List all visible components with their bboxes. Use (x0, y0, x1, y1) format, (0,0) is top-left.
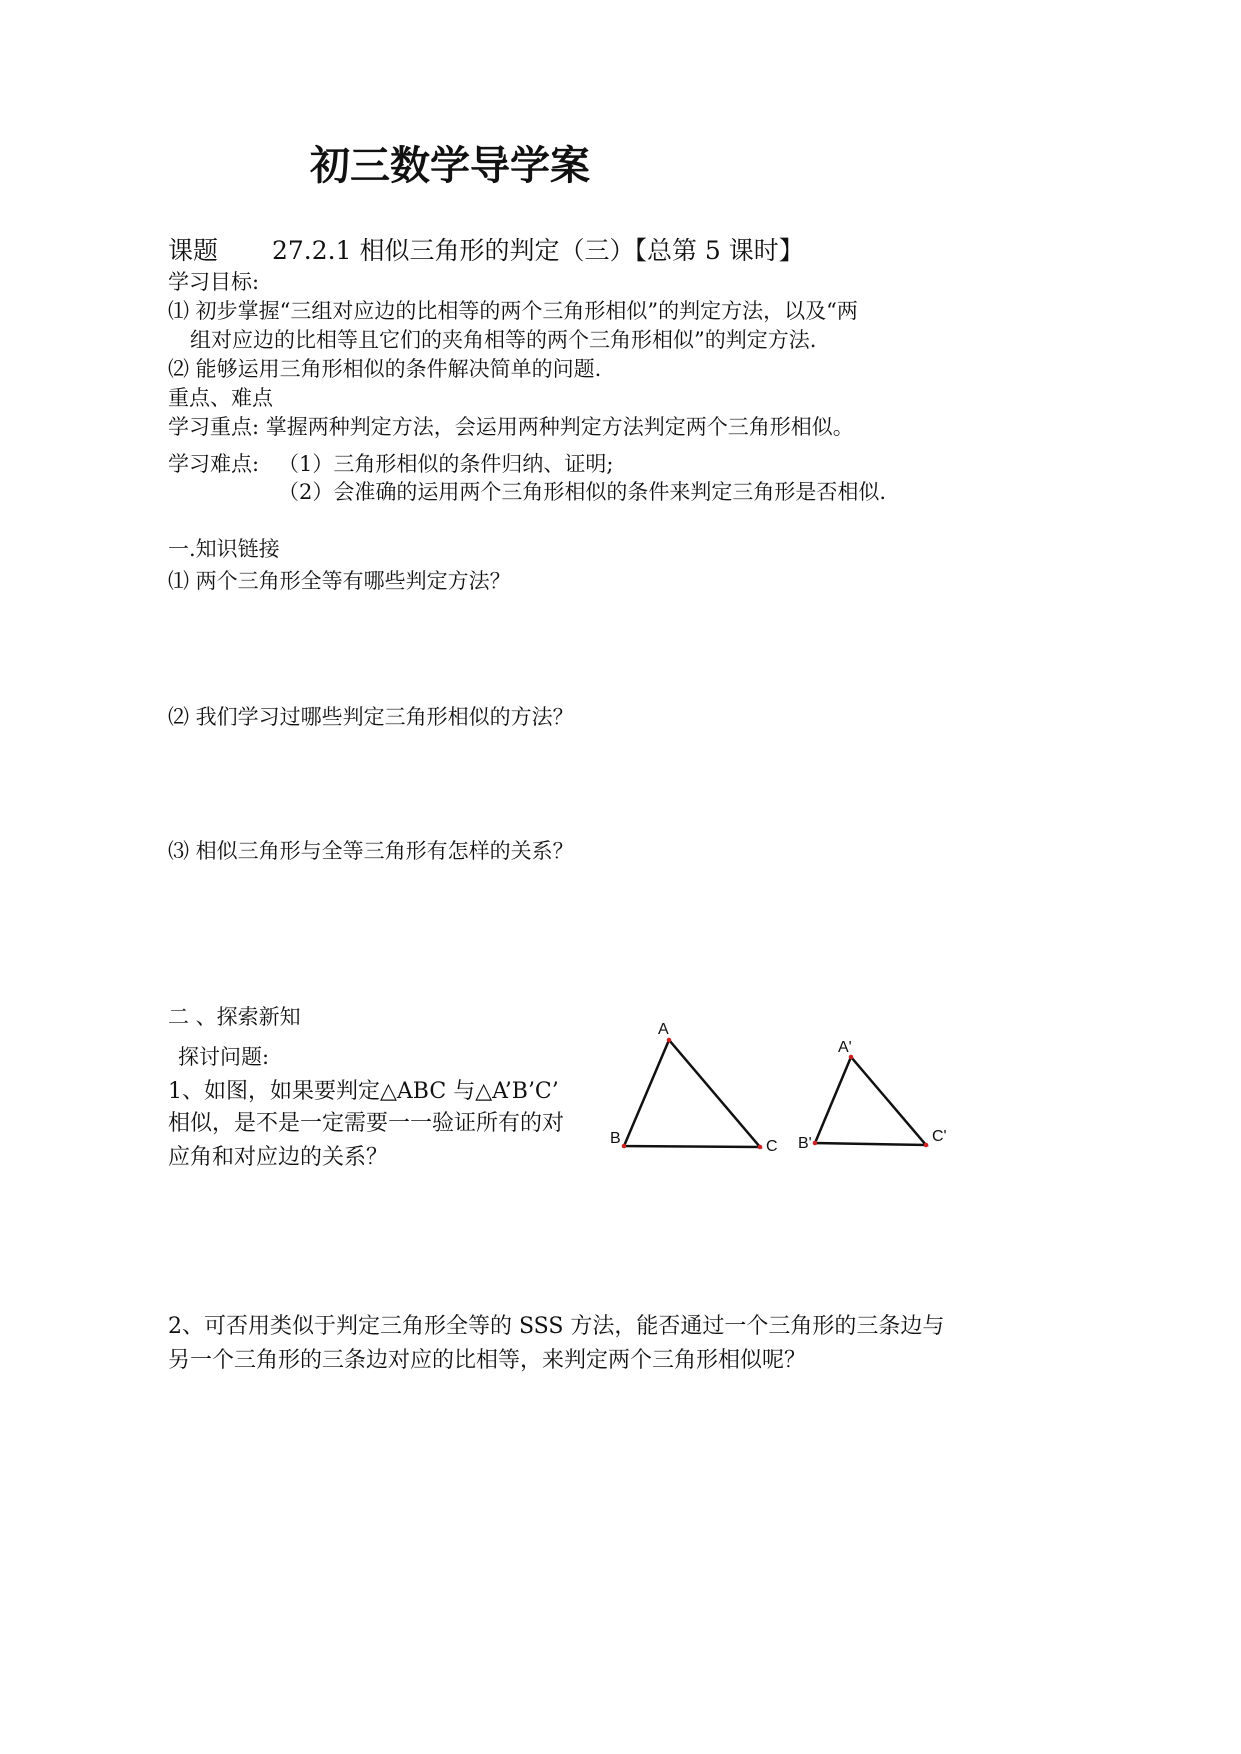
page-title: 初三数学导学案 (310, 143, 590, 189)
triangle-prime-shape (815, 1057, 926, 1145)
section2-subheading: 探讨问题: (178, 1045, 270, 1069)
key-points-heading: 重点、难点 (168, 386, 273, 410)
section1-question-3: ⑶ 相似三角形与全等三角形有怎样的关系？ (168, 839, 574, 863)
difficulty-2: （2）会准确的运用两个三角形相似的条件来判定三角形是否相似. (278, 480, 887, 504)
objective-1-line-2: 组对应边的比相等且它们的夹角相等的两个三角形相似”的判定方法. (190, 328, 817, 352)
section1-heading: 一.知识链接 (168, 537, 280, 561)
lesson-topic: 27.2.1 相似三角形的判定（三）【总第 5 课时】 (272, 236, 804, 265)
section2-heading: 二 、探索新知 (168, 1005, 301, 1029)
vertex-c-prime-dot (924, 1143, 929, 1148)
vertex-b-prime-dot (813, 1141, 818, 1146)
key-focus: 学习重点: 掌握两种判定方法，会运用两种判定方法判定两个三角形相似。 (168, 415, 854, 439)
vertex-b-label: B (610, 1130, 621, 1147)
vertex-a-dot (667, 1038, 672, 1043)
vertex-a-label: A (658, 1021, 669, 1038)
problem-1-line-3: 应角和对应边的关系？ (168, 1145, 389, 1170)
vertex-a-prime-label: A' (838, 1039, 852, 1056)
triangle-a-prime-b-prime-c-prime (798, 1039, 947, 1152)
vertex-c-dot (758, 1145, 763, 1150)
vertex-b-prime-label: B' (798, 1135, 812, 1152)
vertex-c-prime-label: C' (932, 1128, 947, 1145)
triangle-abc-shape (624, 1040, 760, 1147)
section1-question-1: ⑴ 两个三角形全等有哪些判定方法？ (168, 569, 511, 593)
difficulty-1: （1）三角形相似的条件归纳、证明; (278, 452, 614, 476)
problem-2-line-1: 2、可否用类似于判定三角形全等的 SSS 方法，能否通过一个三角形的三条边与 (168, 1314, 945, 1339)
objective-1-line-1: ⑴ 初步掌握“三组对应边的比相等的两个三角形相似”的判定方法，以及“两 (168, 299, 858, 323)
difficulty-label: 学习难点: (168, 452, 260, 476)
problem-1-line-2: 相似，是不是一定需要一一验证所有的对 (168, 1111, 565, 1136)
vertex-b-dot (622, 1144, 627, 1149)
lesson-label: 课题 (168, 236, 219, 265)
problem-1-line-1: 1、如图，如果要判定△ABC 与△A’B’C’ (168, 1079, 559, 1104)
objectives-heading: 学习目标: (168, 270, 260, 294)
section1-question-2: ⑵ 我们学习过哪些判定三角形相似的方法？ (168, 705, 574, 729)
objective-2: ⑵ 能够运用三角形相似的条件解决简单的问题. (168, 357, 602, 381)
triangle-abc (610, 1021, 778, 1155)
problem-2-line-2: 另一个三角形的三条边对应的比相等，来判定两个三角形相似呢？ (168, 1348, 807, 1373)
vertex-c-label: C (766, 1138, 778, 1155)
